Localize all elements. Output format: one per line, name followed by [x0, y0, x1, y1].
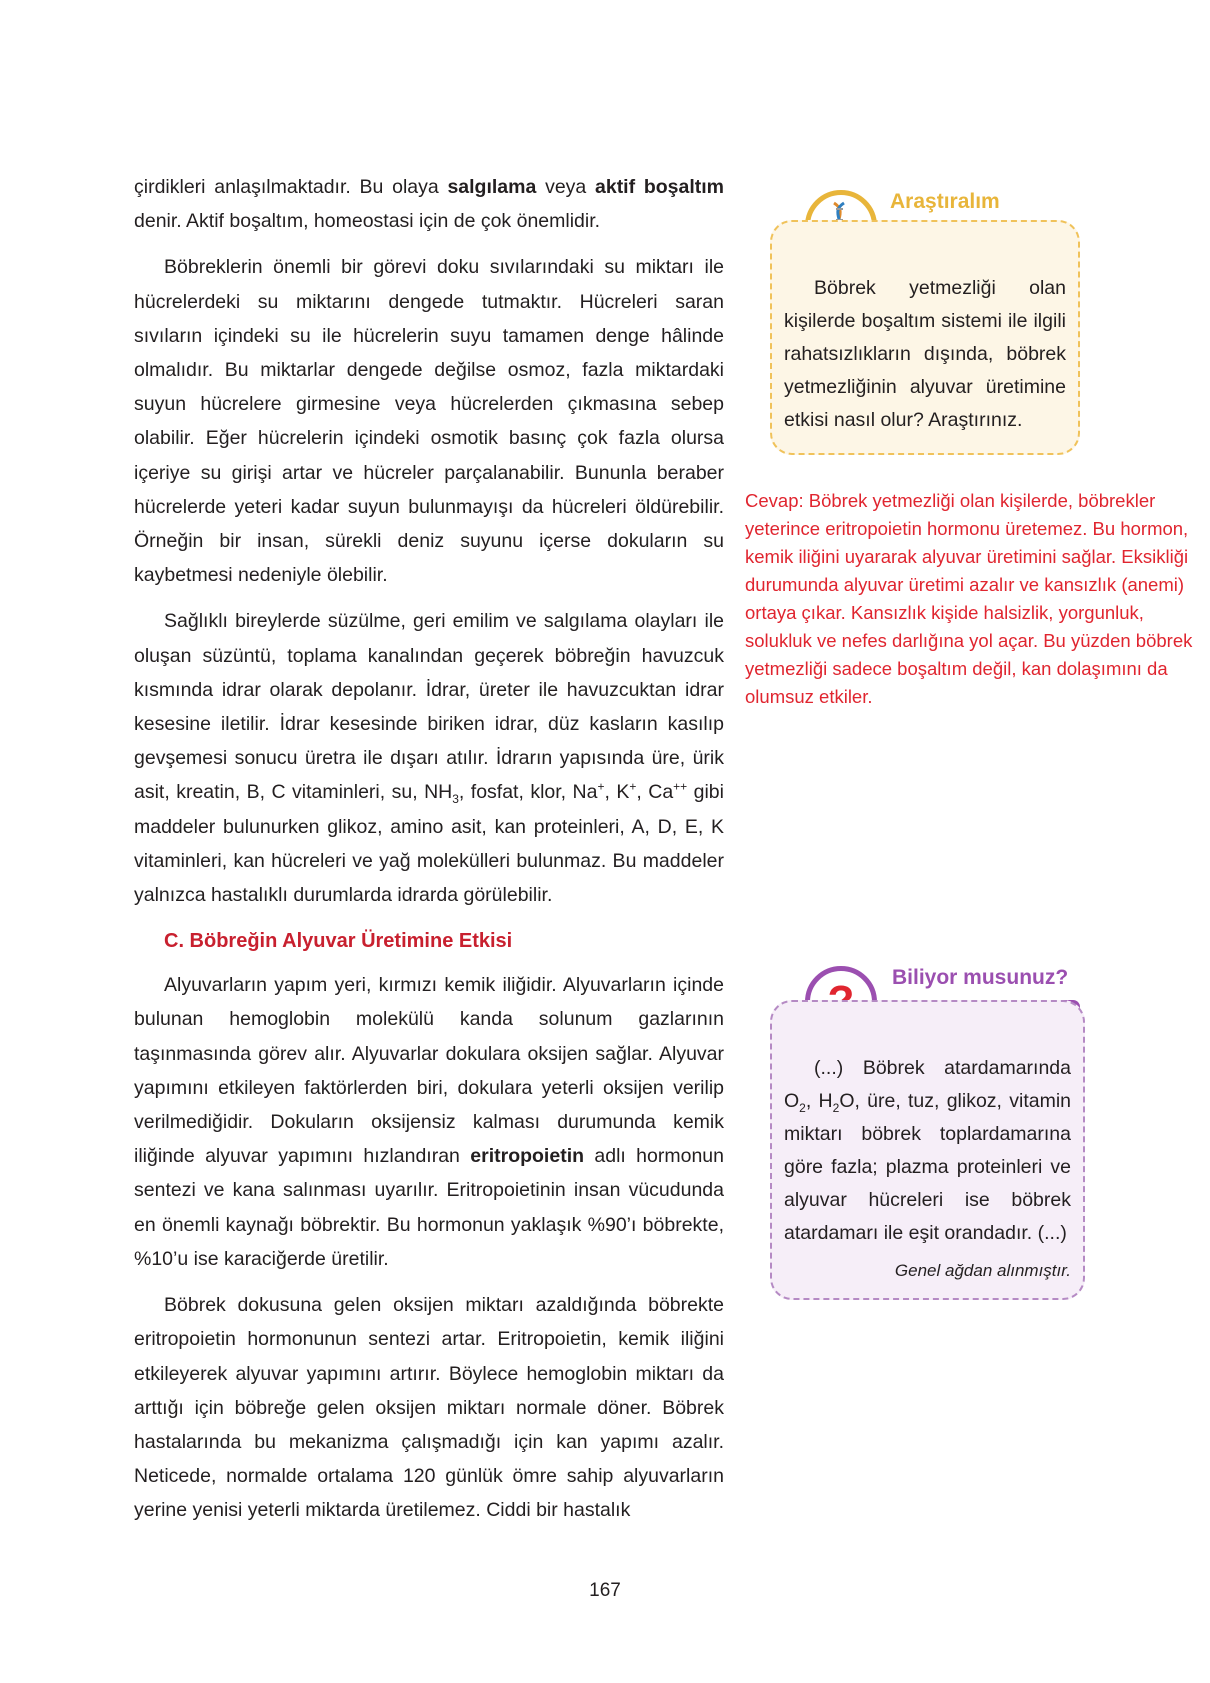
text-run: , fosfat, klor, Na [458, 781, 598, 804]
text-run: Sağlıklı bireylerde süzülme, geri emilim ve salgılama olayları ile oluşan süzüntü, toplama kanalından geçerek böbreğin havuzcuk kısmında idrar olarak depolanır. İdrar, üreter ile havuzcuktan idrar kesesine iletilir. İdrar kesesinde biriken idrar, düz kasların kasılıp gevşemesi sonucu üretra ile dışarı atılır. İdrarın yapısında üre, ürik asit, kreatin, B, C vitaminleri, su, NH [134, 610, 724, 804]
research-box [770, 220, 1080, 455]
text-run: gibi maddeler bulunurken glikoz, amino asit, kan proteinleri, A, D, E, K vitaminleri, kan hücreleri ve yağ molekülleri bulunmaz. Bu maddeler yalnızca hastalıklı durumlarda idrarda görülebilir. [134, 781, 724, 907]
subscript: 3 [452, 792, 459, 807]
page-number: 167 [589, 1580, 621, 1601]
research-text: Böbrek yetmezliği olan kişilerde boşaltım sistemi ile ilgili rahatsızlıkların dışında, böbrek yetmezliğinin alyuvar üretimine etkisi nasıl olur? Araştırınız. [784, 277, 1066, 431]
paragraph [134, 604, 724, 912]
text-run: adlı hormonun sentezi ve kana salınması uyarılır. Eritropoietinin insan vücudunda en önemli kaynağı böbrektir. Bu hormonun yaklaşık %90’ı böbrekte, %10’u ise karaciğerde üretilir. [134, 1145, 724, 1270]
subscript: 2 [799, 1100, 806, 1115]
text-run: , K [604, 781, 630, 804]
paragraph [134, 170, 724, 238]
did-you-know-box [770, 1000, 1085, 1300]
source-note: Genel ağdan alınmıştır. [894, 1261, 1071, 1280]
paragraph [134, 968, 724, 1276]
paragraph: Böbrek dokusuna gelen oksijen miktarı azaldığında böbrekte eritropoietin hormonunun sentezi artar. Eritropoietin, kemik iliğini etkileyerek alyuvar yapımını artırır. Böylece hemoglobin miktarı da arttığı için böbreğe gelen oksijen miktarı normale döner. Böbrek hastalarında bu mekanizma çalışmadığı için kan yapımı azalır. Neticede, normalde ortalama 120 günlük ömre sahip alyuvarların yerine yenisi yeterli miktarda üretilemez. Ciddi bir hastalık [134, 1294, 724, 1522]
section-heading: C. Böbreğin Alyuvar Üretimine Etkisi [164, 930, 513, 953]
text-run: veya [536, 176, 595, 198]
answer-text: Cevap: Böbrek yetmezliği olan kişilerde, böbrekler yeterince eritropoietin hormonu üretemez. Bu hormon, kemik iliğini uyararak alyuvar üretimini sağlar. Eksikliği durumunda alyuvar üretimi azalır ve kansızlık (anemi) ortaya çıkar. Kansızlık kişide halsizlik, yorgunluk, solukluk ve nefes darlığına yol açar. Bu yüzden böbrek yetmezliği sadece boşaltım değil, kan dolaşımını da olumsuz etkiler. [745, 490, 1193, 707]
subscript: 2 [832, 1100, 840, 1115]
text-run: , H [805, 1090, 833, 1112]
bold-term: aktif boşaltım [595, 176, 725, 198]
text-run: O, üre, tuz, glikoz, vitamin miktarı böbrek toplardamarına göre fazla; plazma proteinleri ve alyuvar hücreleri ise böbrek atardamarı ile eşit orandadır. (...) [784, 1090, 1072, 1244]
did-you-know-text [784, 1052, 1071, 1250]
superscript: + [629, 779, 637, 794]
main-text-column [134, 170, 724, 1540]
bold-term: eritropoietin [470, 1145, 585, 1168]
bold-term: salgılama [447, 176, 537, 198]
text-run: denir. Aktif boşaltım, homeostasi için de çok önemlidir. [134, 210, 601, 233]
paragraph: Böbreklerin önemli bir görevi doku sıvılarındaki su miktarı ile hücrelerdeki su miktarını dengede tutmaktır. Hücreleri saran sıvıların içindeki su ile hücrelerin suyu tamamen denge hâlinde olmalıdır. Bu miktarlar dengede değilse osmoz, fazla miktardaki suyun hücrelere girmesine veya hücrelerden çıkmasına sebep olabilir. Eğer hücrelerin içindeki osmotik basınç çok fazla olursa içeriye su girişi artar ve hücreler parçalanabilir. Bununla beraber hücrelerde yeteri kadar suyun bulunmayışı da hücreleri öldürebilir. Örneğin bir insan, sürekli deniz suyunu içerse dokuların su kaybetmesi nedeniyle ölebilir. [134, 256, 724, 587]
text-run: Alyuvarların yapım yeri, kırmızı kemik iliğidir. Alyuvarların içinde bulunan hemoglobin molekülü kanda solunum gazlarının taşınmasında görev alır. Alyuvarlar dokulara oksijen sağlar. Alyuvar yapımını etkileyen faktörlerden biri, dokulara yeterli oksijen verilip verilmediğidir. Dokuların oksijensiz kalması durumunda kemik iliğinde alyuvar yapımını hızlandıran [134, 974, 724, 1168]
research-title: Araştıralım [890, 190, 1000, 213]
text-run: , Ca [636, 781, 674, 804]
superscript: + [597, 779, 605, 794]
did-you-know-title: Biliyor musunuz? [892, 966, 1069, 989]
superscript: ++ [673, 779, 688, 794]
text-run: çirdikleri anlaşılmaktadır. Bu olaya [134, 176, 448, 198]
text-run: (...) Böbrek atardamarında O [784, 1057, 1071, 1112]
